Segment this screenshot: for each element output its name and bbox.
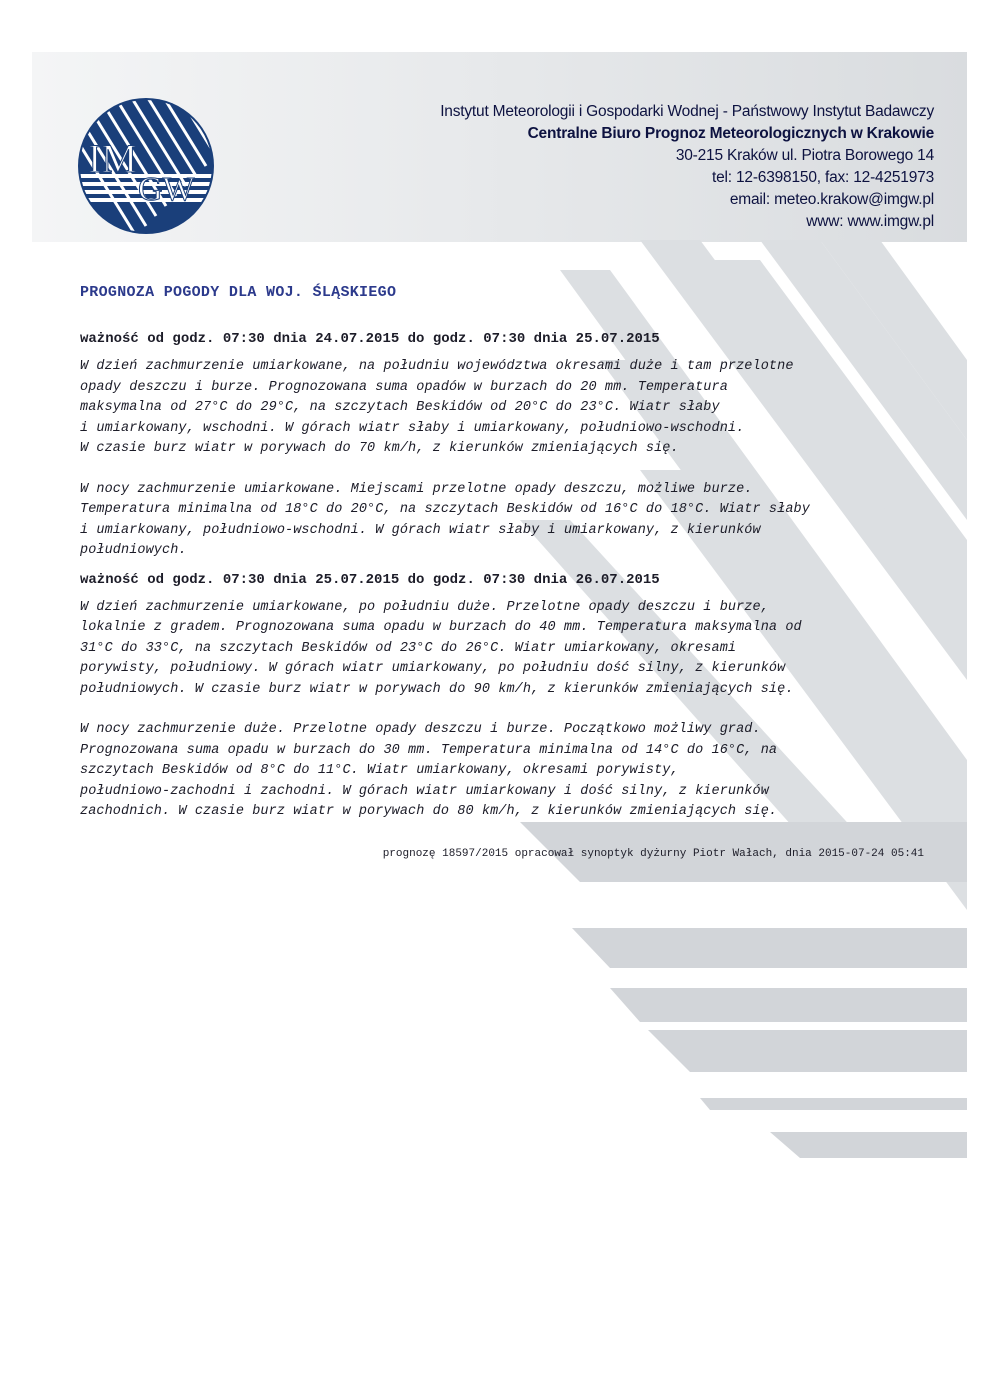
day-forecast-1 [80,357,960,460]
forecast-line: maksymalna od 27°C do 29°C, na szczytach Beskidów od 20°C do 23°C. Wiatr słaby [80,400,720,415]
forecast-line: W dzień zachmurzenie umiarkowane, po południu duże. Przelotne opady deszczu i burze, [80,599,769,615]
forecast-line: Prognozowana suma opadu w burzach do 30 mm. Temperatura minimalna od 14°C do 16°C, na [80,742,778,758]
phone-fax: tel: 12-6398150, fax: 12-4251973 [712,169,934,186]
forecast-line: południowo-zachodni i zachodni. W górach wiatr umiarkowany i dość silny, z kierunków [80,783,769,799]
forecast-line: W dzień zachmurzenie umiarkowane, na południu województwa okresami duże i tam przelotne [80,359,794,374]
bureau-name: Centralne Biuro Prognoz Meteorologicznych w Krakowie [527,125,934,142]
email: email: meteo.krakow@imgw.pl [729,191,934,208]
day-forecast-2 [80,598,960,701]
page-title: PROGNOZA POGODY DLA WOJ. ŚLĄSKIEGO [80,284,397,301]
address: 30-215 Kraków ul. Piotra Borowego 14 [675,147,934,164]
forecaster-signature: prognozę 18597/2015 opracował synoptyk dyżurny Piotr Wałach, dnia 2015-07-24 05:41 [382,848,924,860]
forecast-line: południowych. [80,543,187,558]
bottom-bands [520,822,967,1158]
forecast-line: W czasie burz wiatr w porywach do 70 km/h, z kierunków zmieniających się. [80,441,679,456]
forecast-line: szczytach Beskidów od 8°C do 11°C. Wiatr umiarkowany, okresami porywisty, [80,763,679,778]
forecast-line: i umiarkowany, południowo-wschodni. W górach wiatr słaby i umiarkowany, z kierunków [80,522,761,538]
validity-period-1: ważność od godz. 07:30 dnia 24.07.2015 do godz. 07:30 dnia 25.07.2015 [80,331,660,347]
forecast-line: 31°C do 33°C, na szczytach Beskidów od 23°C do 26°C. Wiatr umiarkowany, okresami [80,640,737,656]
institute-header [374,101,934,233]
night-forecast-1 [80,480,960,562]
institute-name: Instytut Meteorologii i Gospodarki Wodnej - Państwowy Instytut Badawczy [440,103,934,120]
logo-text-lower: GW [138,171,195,208]
forecast-line: opady deszczu i burze. Prognozowana suma opadów w burzach do 20 mm. Temperatura [80,379,728,395]
forecast-line: zachodnich. W czasie burz wiatr w porywach do 80 km/h, z kierunków zmieniających się. [80,804,778,819]
forecast-line: i umiarkowany, wschodni. W górach wiatr słaby i umiarkowany, południowo-wschodni. [80,420,745,436]
forecast-line: lokalnie z gradem. Prognozowana suma opadu w burzach do 40 mm. Temperatura maksymalna od [80,620,802,635]
validity-period-2: ważność od godz. 07:30 dnia 25.07.2015 do godz. 07:30 dnia 26.07.2015 [80,571,660,588]
website: www: www.imgw.pl [806,213,934,230]
forecast-line: południowych. W czasie burz wiatr w porywach do 90 km/h, z kierunków zmieniających się. [80,681,794,697]
forecast-line: W nocy zachmurzenie duże. Przelotne opady deszczu i burze. Początkowo możliwy grad. [80,722,761,737]
forecast-line: W nocy zachmurzenie umiarkowane. Miejscami przelotne opady deszczu, możliwe burze. [80,481,753,497]
night-forecast-2 [80,720,960,823]
forecast-content [80,284,960,823]
forecast-line: Temperatura minimalna od 18°C do 20°C, na szczytach Beskidów od 16°C do 18°C. Wiatr słaby [80,502,810,517]
logo-text: IM [88,136,137,181]
forecast-line: porywisty, południowy. W górach wiatr umiarkowany, po południu dość silny, z kierunków [80,661,786,676]
imgw-logo [76,96,216,236]
